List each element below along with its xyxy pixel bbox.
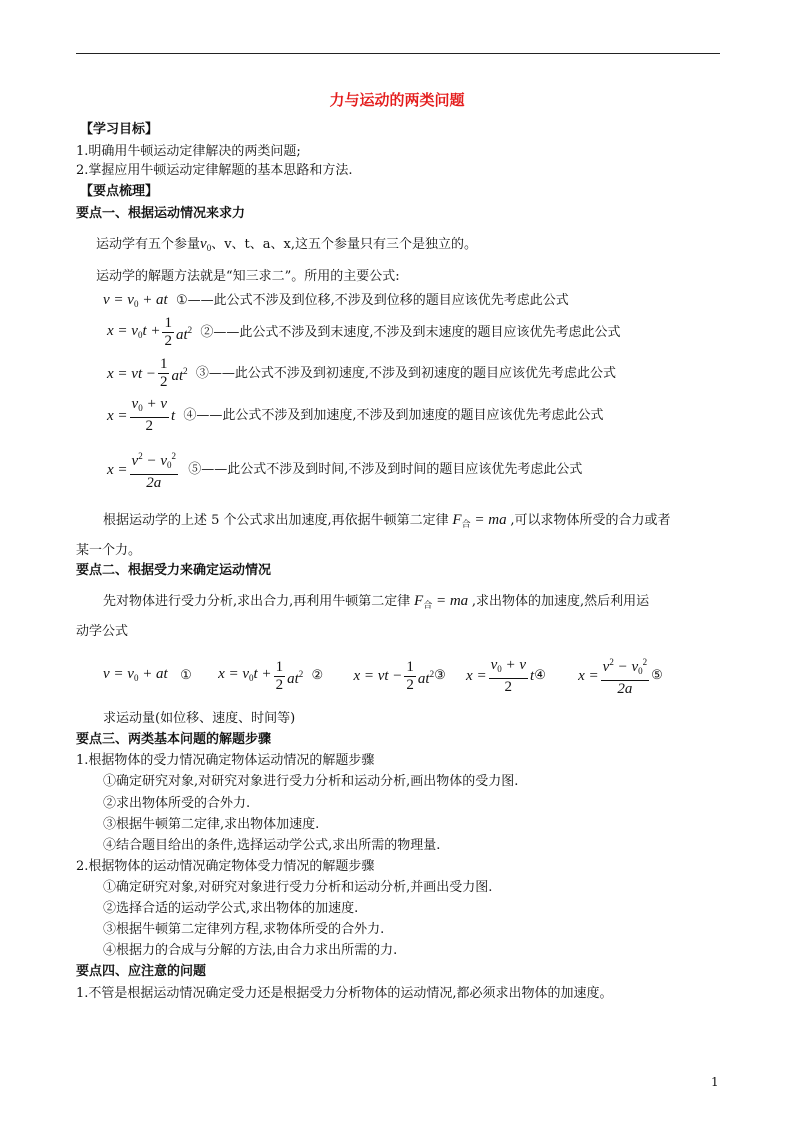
formula-3: x = vt − [107,365,156,382]
point-2-line-2: 动学公式 [76,624,129,639]
formula-summary-row: $v = v_0$ + at ① $x = v_0t$ + $\frac{1}{2}$ $at^2$ ② x = vt − $\frac{1}{2}$ $at^2③$ x = $\frac{v_0 + v}{2}$ t④ x = $\frac{v^2 - v_0^2}{2a}$ ⑤ [103,654,663,698]
step-1-1: ①确定研究对象,对研究对象进行受力分析和运动分析,画出物体的受力图. [103,774,519,789]
step-1-3: ③根据牛顿第二定律,求出物体加速度. [103,817,320,832]
fraction-half: $\frac{1}{2}$ [159,356,168,390]
formula-4-row: x = $\frac{v_0 + v}{2}$ t ④——此公式不涉及到加速度,不涉及到加速度的题目应该优先考虑此公式 [107,396,604,434]
point-4-item-1: 1.不管是根据运动情况确定受力还是根据受力分析物体的运动情况,都必须求出物体的加速度。 [76,986,613,1001]
point-2-line-3: 求运动量(如位移、速度、时间等) [103,711,296,726]
formula-1: $v = v_0$ + at [103,292,168,309]
step-2-4: ④根据力的合成与分解的方法,由合力求出所需的力. [103,943,398,958]
formula-3-row: x = vt − $\frac{1}{2}$ $at^2$ ③——此公式不涉及到初速度,不涉及到初速度的题目应该优先考虑此公式 [107,356,617,390]
step-2-3: ③根据牛顿第二定律列方程,求物体所受的合外力. [103,922,385,937]
point-1-line-1: 运动学有五个参量$v_0$、v、t、a、x,这五个参量只有三个是独立的。 [96,236,477,253]
section-goals: 【学习目标】 [80,122,159,137]
point-2-heading: 要点二、根据受力来确定运动情况 [76,563,272,578]
point-3-heading: 要点三、两类基本问题的解题步骤 [76,732,272,747]
step-2-2: ②选择合适的运动学公式,求出物体的加速度. [103,901,359,916]
section-points: 【要点梳理】 [80,184,159,199]
formula-1-row: $v = v_0$ + at ①——此公式不涉及到位移,不涉及到位移的题目应该优先考虑此公式 [103,292,569,309]
step-2-1: ①确定研究对象,对研究对象进行受力分析和运动分析,并画出受力图. [103,880,493,895]
step-group-2: 2.根据物体的运动情况确定物体受力情况的解题步骤 [76,859,375,874]
formula-2-row: $x = v_0t$ + $\frac{1}{2}$ $at^2$ ②——此公式不涉及到末速度,不涉及到末速度的题目应该优先考虑此公式 [107,313,621,352]
page-number: 1 [711,1075,719,1089]
point-4-heading: 要点四、应注意的问题 [76,964,207,979]
point-1-summary-cont: 某一个力。 [76,543,142,558]
formula-4: x = [107,407,128,424]
point-1-line-2: 运动学的解题方法就是“知三求二”。所用的主要公式: [96,269,400,284]
goal-2: 2.掌握应用牛顿运动定律解题的基本思路和方法. [76,163,353,178]
formula-5-row: x = $\frac{v^2 - v_0^2}{2a}$ ⑤——此公式不涉及到时间,不涉及到时间的题目应该优先考虑此公式 [107,448,582,492]
point-2-line-1: 先对物体进行受力分析,求出合力,再利用牛顿第二定律 $F_合$ = ma ,求出物体的加速度,然后利用运 [103,593,650,610]
goal-1: 1.明确用牛顿运动定律解决的两类问题; [76,144,301,159]
step-1-2: ②求出物体所受的合外力. [103,796,251,811]
formula-2: $x = v_0t$ + [107,322,161,340]
fraction-half: $\frac{1}{2}$ [164,315,172,349]
step-group-1: 1.根据物体的受力情况确定物体运动情况的解题步骤 [76,753,375,768]
step-1-4: ④结合题目给出的条件,选择运动学公式,求出所需的物理量. [103,838,441,853]
header-rule [76,53,720,54]
point-1-heading: 要点一、根据运动情况来求力 [76,206,246,221]
formula-5: x = [107,462,128,478]
point-1-summary: 根据运动学的上述 5 个公式求出加速度,再依据牛顿第二定律 $F_合$ = ma ,可以求物体所受的合力或者 [103,512,671,529]
fraction-velocity-squared: $\frac{v^2 - v_0^2}{2a}$ [130,448,178,492]
page-title: 力与运动的两类问题 [329,91,465,109]
fraction-avg-velocity: $\frac{v_0 + v}{2}$ [131,396,167,434]
